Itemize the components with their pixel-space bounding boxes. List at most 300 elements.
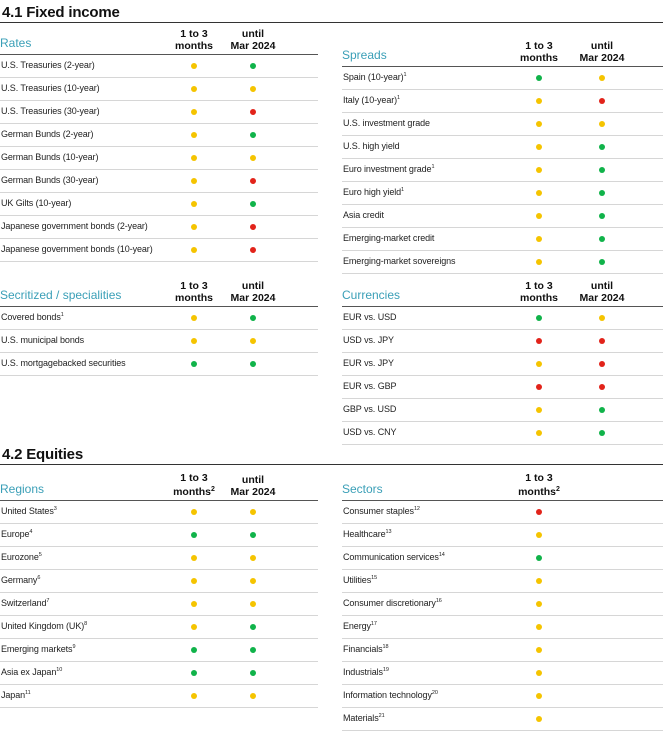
table-row <box>0 78 318 101</box>
table-title: Sectors <box>342 482 383 496</box>
long-term-green-dot <box>250 624 256 630</box>
footnote-marker: 18 <box>382 644 389 650</box>
table-securitized <box>0 276 318 376</box>
table-title: Rates <box>0 36 32 50</box>
table-header <box>0 470 318 501</box>
column-header-line: until <box>241 474 265 486</box>
row-label <box>1 221 148 231</box>
row-label-text: Materials <box>343 713 379 723</box>
long-term-yellow-dot <box>599 315 605 321</box>
short-term-green-dot <box>536 75 542 81</box>
footnote-marker: 10 <box>56 667 63 673</box>
table-row <box>342 330 663 353</box>
short-term-yellow-dot <box>536 693 542 699</box>
long-term-green-dot <box>250 647 256 653</box>
row-label <box>1 244 153 254</box>
table-row <box>342 376 663 399</box>
row-label <box>343 713 385 723</box>
table-row <box>342 205 663 228</box>
table-row <box>342 399 663 422</box>
table-row <box>0 662 318 685</box>
row-label-text: Asia ex Japan <box>1 667 57 677</box>
long-term-green-dot <box>250 532 256 538</box>
section-title-equities: 4.2 Equities <box>2 446 83 463</box>
column-header-line: months <box>173 486 211 498</box>
table-title: Currencies <box>342 288 401 302</box>
column-header-line: Mar 2024 <box>230 486 276 498</box>
row-label-text: U.S. Treasuries (30-year) <box>1 106 100 116</box>
table-row <box>342 251 663 274</box>
long-term-yellow-dot <box>250 578 256 584</box>
short-term-yellow-dot <box>191 178 197 184</box>
table-row <box>0 101 318 124</box>
footnote-marker: 7 <box>46 598 50 604</box>
short-term-yellow-dot <box>536 167 542 173</box>
column-header-line: months <box>175 40 213 52</box>
footnote-marker: 1 <box>397 95 400 101</box>
footnote-marker: 13 <box>385 529 392 535</box>
short-term-green-dot <box>191 361 197 367</box>
short-term-yellow-dot <box>536 190 542 196</box>
table-row <box>0 501 318 524</box>
row-label-text: UK Gilts (10-year) <box>1 198 72 208</box>
short-term-yellow-dot <box>191 247 197 253</box>
table-row <box>0 685 318 708</box>
column-header <box>221 474 285 498</box>
row-label-text: Asia credit <box>343 210 384 220</box>
column-header-line: until <box>241 28 265 40</box>
row-label <box>343 690 438 700</box>
long-term-yellow-dot <box>250 601 256 607</box>
long-term-red-dot <box>599 98 605 104</box>
short-term-yellow-dot <box>536 259 542 265</box>
table-row <box>342 136 663 159</box>
row-label <box>1 575 40 585</box>
table-row <box>0 193 318 216</box>
row-label <box>1 598 49 608</box>
footnote-marker: 20 <box>431 690 438 696</box>
row-label-text: Europe <box>1 529 30 539</box>
long-term-green-dot <box>250 670 256 676</box>
column-header <box>570 40 634 64</box>
long-term-green-dot <box>599 144 605 150</box>
long-term-red-dot <box>250 178 256 184</box>
column-header <box>507 472 571 498</box>
row-label <box>343 256 455 266</box>
long-term-green-dot <box>250 63 256 69</box>
long-term-yellow-dot <box>250 155 256 161</box>
row-label-text: Emerging-market credit <box>343 233 435 243</box>
row-label-text: Emerging markets <box>1 644 73 654</box>
row-label-text: Japanese government bonds (10-year) <box>1 244 153 254</box>
row-label-text: Consumer discretionary <box>343 598 436 608</box>
short-term-yellow-dot <box>536 624 542 630</box>
row-label <box>343 644 388 654</box>
row-label <box>1 152 98 162</box>
column-header-line: months <box>518 486 556 498</box>
row-label-text: Financials <box>343 644 383 654</box>
long-term-green-dot <box>599 236 605 242</box>
footnote-marker: 15 <box>371 575 378 581</box>
row-label-text: Eurozone <box>1 552 39 562</box>
row-label <box>343 552 445 562</box>
table-row <box>342 593 663 616</box>
column-header-line: months <box>520 52 558 64</box>
footnote-marker: 21 <box>378 713 385 719</box>
table-row <box>0 124 318 147</box>
column-header-line: 1 to 3 <box>180 472 208 484</box>
table-row <box>0 239 318 262</box>
long-term-yellow-dot <box>250 555 256 561</box>
row-label-text: U.S. municipal bonds <box>1 335 85 345</box>
table-row <box>0 170 318 193</box>
table-spreads <box>342 24 663 274</box>
long-term-green-dot <box>250 132 256 138</box>
column-header <box>221 280 285 304</box>
row-label <box>343 164 434 174</box>
row-label-text: U.S. high yield <box>343 141 400 151</box>
short-term-red-dot <box>536 384 542 390</box>
footnote-marker: 12 <box>413 506 420 512</box>
footnote-marker: 16 <box>435 598 442 604</box>
table-regions <box>0 470 318 708</box>
row-label <box>343 187 404 197</box>
row-label <box>1 198 71 208</box>
table-row <box>342 547 663 570</box>
row-label <box>343 95 400 105</box>
row-label-text: Communication services <box>343 552 439 562</box>
table-row <box>342 501 663 524</box>
row-label-text: Japanese government bonds (2-year) <box>1 221 148 231</box>
column-header <box>221 28 285 52</box>
table-row <box>0 639 318 662</box>
table-row <box>0 55 318 78</box>
column-header-line: Mar 2024 <box>579 52 625 64</box>
row-label <box>1 506 57 516</box>
row-label-text: U.S. Treasuries (10-year) <box>1 83 100 93</box>
long-term-green-dot <box>599 190 605 196</box>
column-header-line: until <box>590 280 614 292</box>
column-header-line: 1 to 3 <box>180 280 208 292</box>
short-term-yellow-dot <box>536 121 542 127</box>
short-term-yellow-dot <box>536 213 542 219</box>
column-header <box>507 280 571 304</box>
short-term-yellow-dot <box>536 407 542 413</box>
footnote-marker: 17 <box>370 621 377 627</box>
column-header-line: until <box>241 280 265 292</box>
row-label-text: USD vs. JPY <box>343 335 394 345</box>
column-header-line: Mar 2024 <box>230 40 276 52</box>
long-term-green-dot <box>250 315 256 321</box>
table-row <box>342 67 663 90</box>
table-row <box>342 524 663 547</box>
long-term-green-dot <box>250 361 256 367</box>
footnote-marker: 5 <box>38 552 42 558</box>
long-term-yellow-dot <box>250 338 256 344</box>
footnote-marker: 1 <box>60 312 64 318</box>
table-row <box>342 685 663 708</box>
short-term-green-dot <box>191 670 197 676</box>
long-term-yellow-dot <box>250 86 256 92</box>
row-label <box>1 335 84 345</box>
row-label <box>343 529 391 539</box>
row-label-text: GBP vs. USD <box>343 404 397 414</box>
row-label <box>1 667 62 677</box>
column-header-line: Mar 2024 <box>230 292 276 304</box>
long-term-green-dot <box>250 201 256 207</box>
short-term-yellow-dot <box>191 109 197 115</box>
short-term-yellow-dot <box>536 430 542 436</box>
row-label-text: Consumer staples <box>343 506 414 516</box>
row-label-text: German Bunds (10-year) <box>1 152 99 162</box>
short-term-yellow-dot <box>536 601 542 607</box>
short-term-yellow-dot <box>536 647 542 653</box>
row-label <box>343 404 396 414</box>
long-term-red-dot <box>599 384 605 390</box>
section-title-fixed-income: 4.1 Fixed income <box>2 4 120 21</box>
row-label-text: Euro investment grade <box>343 164 432 174</box>
row-label <box>343 233 434 243</box>
short-term-yellow-dot <box>536 578 542 584</box>
long-term-green-dot <box>599 167 605 173</box>
short-term-yellow-dot <box>536 98 542 104</box>
table-row <box>342 616 663 639</box>
row-label-text: EUR vs. GBP <box>343 381 397 391</box>
short-term-green-dot <box>191 532 197 538</box>
footnote-marker: 1 <box>403 72 407 78</box>
row-label-text: U.S. Treasuries (2-year) <box>1 60 95 70</box>
table-row <box>342 639 663 662</box>
row-label-text: Healthcare <box>343 529 386 539</box>
table-sectors <box>342 470 663 731</box>
footnote-marker: 1 <box>401 187 405 193</box>
footnote-marker: 14 <box>438 552 445 558</box>
long-term-yellow-dot <box>599 75 605 81</box>
short-term-yellow-dot <box>536 361 542 367</box>
short-term-yellow-dot <box>191 201 197 207</box>
row-label-text: EUR vs. JPY <box>343 358 394 368</box>
table-row <box>342 662 663 685</box>
short-term-yellow-dot <box>191 132 197 138</box>
column-header-line: 1 to 3 <box>525 472 553 484</box>
short-term-yellow-dot <box>191 86 197 92</box>
column-header <box>162 280 226 304</box>
long-term-red-dot <box>250 224 256 230</box>
column-header-line: months <box>175 292 213 304</box>
short-term-yellow-dot <box>191 509 197 515</box>
table-title: Secritized / specialities <box>0 288 122 302</box>
row-label <box>1 83 100 93</box>
long-term-yellow-dot <box>599 121 605 127</box>
footnote-marker: 8 <box>84 621 88 627</box>
table-header <box>0 276 318 307</box>
row-label-text: United Kingdom (UK) <box>1 621 85 631</box>
row-label <box>343 598 442 608</box>
table-row <box>342 422 663 445</box>
row-label-text: Energy <box>343 621 371 631</box>
table-row <box>0 570 318 593</box>
long-term-red-dot <box>250 247 256 253</box>
table-row <box>0 330 318 353</box>
row-label <box>343 312 396 322</box>
row-label-text: German Bunds (30-year) <box>1 175 99 185</box>
table-header <box>342 470 663 501</box>
row-label <box>1 552 42 562</box>
table-row <box>342 228 663 251</box>
footnote-marker: 4 <box>29 529 33 535</box>
row-label <box>343 667 389 677</box>
row-label-text: Switzerland <box>1 598 47 608</box>
long-term-yellow-dot <box>250 509 256 515</box>
row-label <box>1 358 126 368</box>
table-row <box>342 708 663 731</box>
row-label-text: German Bunds (2-year) <box>1 129 94 139</box>
row-label-text: Covered bonds <box>1 312 61 322</box>
row-label-text: EUR vs. USD <box>343 312 397 322</box>
row-label-text: Emerging-market sovereigns <box>343 256 456 266</box>
column-header <box>162 28 226 52</box>
short-term-yellow-dot <box>536 144 542 150</box>
table-row <box>0 353 318 376</box>
short-term-yellow-dot <box>191 693 197 699</box>
long-term-green-dot <box>599 259 605 265</box>
table-header <box>0 24 318 55</box>
short-term-yellow-dot <box>191 555 197 561</box>
row-label <box>1 529 32 539</box>
column-header <box>162 472 226 498</box>
table-row <box>342 307 663 330</box>
table-row <box>0 524 318 547</box>
row-label <box>1 60 95 70</box>
short-term-yellow-dot <box>191 155 197 161</box>
row-label <box>343 575 377 585</box>
row-label-text: U.S. mortgagebacked securities <box>1 358 126 368</box>
row-label <box>1 690 31 700</box>
row-label-text: Japan <box>1 690 26 700</box>
footnote-marker: 2 <box>556 486 560 493</box>
short-term-yellow-dot <box>191 315 197 321</box>
short-term-green-dot <box>536 315 542 321</box>
column-header-line: 1 to 3 <box>180 28 208 40</box>
table-row <box>0 307 318 330</box>
table-currencies <box>342 276 663 445</box>
column-header-line: Mar 2024 <box>579 292 625 304</box>
table-row <box>342 113 663 136</box>
footnote-marker: 11 <box>25 690 31 696</box>
row-label <box>1 175 98 185</box>
row-label <box>343 427 396 437</box>
short-term-green-dot <box>536 555 542 561</box>
short-term-yellow-dot <box>536 716 542 722</box>
table-row <box>0 593 318 616</box>
short-term-yellow-dot <box>191 601 197 607</box>
footnote-marker: 1 <box>431 164 435 170</box>
row-label <box>343 118 430 128</box>
row-label <box>343 141 400 151</box>
row-label-text: Germany <box>1 575 38 585</box>
row-label-text: U.S. investment grade <box>343 118 430 128</box>
row-label <box>1 106 100 116</box>
table-title: Regions <box>0 482 45 496</box>
row-label-text: United States <box>1 506 54 516</box>
short-term-red-dot <box>536 509 542 515</box>
long-term-red-dot <box>599 361 605 367</box>
table-row <box>342 90 663 113</box>
short-term-yellow-dot <box>191 578 197 584</box>
row-label-text: Italy (10-year) <box>343 95 398 105</box>
row-label <box>343 210 384 220</box>
row-label-text: Utilities <box>343 575 372 585</box>
column-header-line: until <box>590 40 614 52</box>
short-term-red-dot <box>536 338 542 344</box>
row-label <box>1 621 87 631</box>
row-label <box>343 621 377 631</box>
short-term-yellow-dot <box>536 532 542 538</box>
table-row <box>342 182 663 205</box>
long-term-green-dot <box>599 213 605 219</box>
row-label-text: Information technology <box>343 690 432 700</box>
table-header <box>342 276 663 307</box>
section-rule <box>0 464 663 465</box>
row-label-text: Spain (10-year) <box>343 72 404 82</box>
row-label <box>1 312 64 322</box>
short-term-yellow-dot <box>191 63 197 69</box>
table-row <box>0 547 318 570</box>
column-header <box>507 40 571 64</box>
footnote-marker: 19 <box>382 667 389 673</box>
row-label <box>343 335 394 345</box>
table-row <box>0 216 318 239</box>
table-row <box>0 147 318 170</box>
row-label <box>343 506 420 516</box>
short-term-yellow-dot <box>536 670 542 676</box>
table-title: Spreads <box>342 48 387 62</box>
row-label <box>343 72 407 82</box>
column-header-line: 1 to 3 <box>525 40 553 52</box>
long-term-green-dot <box>599 430 605 436</box>
long-term-red-dot <box>250 109 256 115</box>
table-row <box>342 353 663 376</box>
row-label <box>343 381 396 391</box>
footnote-marker: 6 <box>37 575 41 581</box>
table-header <box>342 24 663 67</box>
column-header-line: 1 to 3 <box>525 280 553 292</box>
row-label-text: Industrials <box>343 667 383 677</box>
long-term-yellow-dot <box>250 693 256 699</box>
table-row <box>342 570 663 593</box>
long-term-green-dot <box>599 407 605 413</box>
row-label <box>1 644 75 654</box>
row-label-text: Euro high yield <box>343 187 402 197</box>
column-header <box>570 280 634 304</box>
table-rates <box>0 24 318 262</box>
row-label <box>1 129 93 139</box>
short-term-yellow-dot <box>191 224 197 230</box>
column-header-line: months <box>520 292 558 304</box>
short-term-yellow-dot <box>191 624 197 630</box>
row-label <box>343 358 394 368</box>
short-term-green-dot <box>191 647 197 653</box>
footnote-marker: 3 <box>53 506 57 512</box>
long-term-red-dot <box>599 338 605 344</box>
table-row <box>342 159 663 182</box>
short-term-yellow-dot <box>536 236 542 242</box>
footnote-marker: 9 <box>72 644 76 650</box>
section-rule <box>0 22 663 23</box>
row-label-text: USD vs. CNY <box>343 427 397 437</box>
short-term-yellow-dot <box>191 338 197 344</box>
table-row <box>0 616 318 639</box>
